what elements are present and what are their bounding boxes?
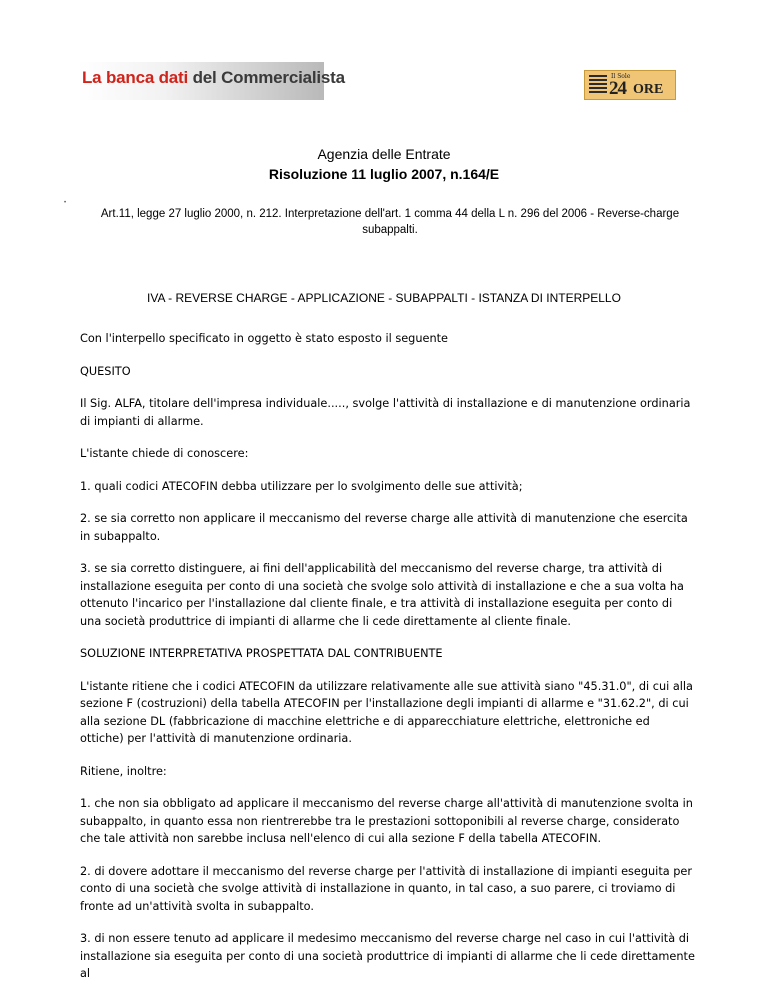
paragraph: 1. quali codici ATECOFIN debba utilizzare per lo svolgimento delle sue attività;: [80, 479, 523, 493]
paragraph: L'istante ritiene che i codici ATECOFIN da utilizzare relativamente alle sue attività siano "45.31.0", di cui alla sezione F (costruzioni) della tabella ATECOFIN per l'installazione degli impianti di allarme e "31.62.2", di cui alla sezione DL (fabbricazione di macchine elettriche e di apparecchiature elettriche, elettroniche ed ottiche) per l'attività di manutenzione ordinaria.: [80, 679, 693, 745]
banner-logo: [78, 62, 345, 100]
section-heading: QUESITO: [80, 364, 131, 378]
section-heading: SOLUZIONE INTERPRETATIVA PROSPETTATA DAL CONTRIBUENTE: [80, 647, 443, 660]
banner-brand-subtext: del Commercialista: [192, 68, 345, 87]
banner-brand-text: La banca dati: [82, 68, 189, 87]
paragraph: Il Sig. ALFA, titolare dell'impresa individuale....., svolge l'attività di installazione e di manutenzione ordinaria di impianti di allarme.: [80, 397, 691, 428]
paragraph: 2. se sia corretto non applicare il meccanismo del reverse charge alle attività di manutenzione che esercita in subappalto.: [80, 512, 688, 543]
paragraph: L'istante chiede di conoscere:: [80, 447, 249, 460]
paragraph: 3. di non essere tenuto ad applicare il medesimo meccanismo del reverse charge nel caso in cui l'attività di installazione sia eseguita per conto di una società produttrice di impianti di allarme che li cede direttamente al: [80, 932, 695, 980]
article-reference: Art.11, legge 27 luglio 2000, n. 212. Interpretazione dell'art. 1 comma 44 della L n. 296 del 2006 - Reverse-charge subappalti.: [100, 208, 680, 236]
document-body: [80, 330, 696, 998]
logo-small-text: Il Sole: [611, 73, 631, 80]
sole-24-ore-logo: [584, 70, 676, 100]
logo-word: ORE: [633, 82, 664, 97]
agency-name: Agenzia delle Entrate: [317, 146, 451, 162]
resolution-title: Risoluzione 11 luglio 2007, n.164/E: [268, 166, 500, 182]
bullet-marker: •: [64, 200, 67, 206]
newspaper-icon: [589, 75, 607, 95]
paragraph: 3. se sia corretto distinguere, ai fini dell'applicabilità del meccanismo del reverse charge, tra attività di installazione eseguita per conto di una società che svolge solo attività di installazione e che a sua volta ha ottenuto l'incarico per l'installazione dal cliente finale, e tra attività di installazione eseguita per conto di una società produttrice di impianti di allarme che li cede direttamente al cliente finale.: [80, 562, 684, 628]
logo-number: 24: [609, 78, 626, 99]
subject-line: IVA - REVERSE CHARGE - APPLICAZIONE - SUBAPPALTI - ISTANZA DI INTERPELLO: [147, 291, 621, 305]
paragraph: Ritiene, inoltre:: [80, 764, 167, 778]
paragraph: 2. di dovere adottare il meccanismo del reverse charge per l'attività di installazione di impianti eseguita per conto di una società che svolge attività di installazione in quanto, in tal caso, a suo parere, ci troviamo di fronte ad un'attività svolta in subappalto.: [80, 864, 693, 913]
paragraph: Con l'interpello specificato in oggetto è stato esposto il seguente: [80, 332, 448, 345]
paragraph: 1. che non sia obbligato ad applicare il meccanismo del reverse charge all'attività di manutenzione svolta in subappalto, in quanto essa non rientrerebbe tra le prestazioni sottoponibili al reverse charge, considerato che tale attività non sarebbe inclusa nell'elenco di cui alla sezione F della tabella ATECOFIN.: [80, 797, 693, 845]
